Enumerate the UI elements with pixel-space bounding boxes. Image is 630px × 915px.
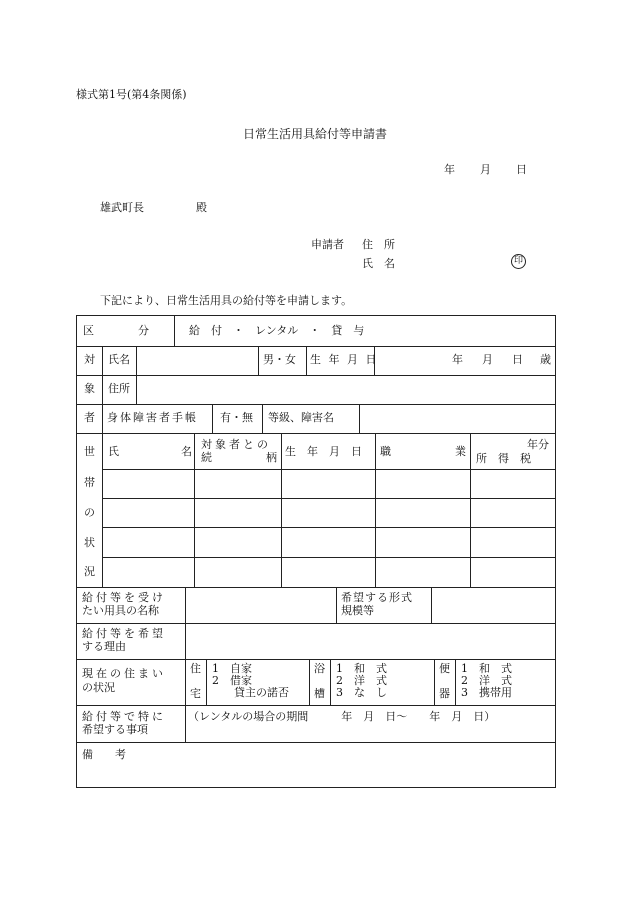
housing-label: の状況 <box>82 681 115 694</box>
toilet-option: 2 洋 式 <box>461 674 512 687</box>
household-occupation-header: 業 <box>455 445 466 458</box>
age-day-label: 日 <box>512 353 523 366</box>
subject-name-label: 氏名 <box>108 353 130 366</box>
date-day-label: 日 <box>516 163 527 176</box>
household-tax-header: 所 得 税 <box>476 452 531 465</box>
household-dob-cell[interactable] <box>283 500 373 526</box>
household-occupation-cell[interactable] <box>377 471 468 497</box>
page-title: 日常生活用具給付等申請書 <box>243 127 388 141</box>
household-name-cell[interactable] <box>104 529 192 555</box>
subject-address-label: 住所 <box>108 382 130 395</box>
household-name-header: 名 <box>181 445 192 458</box>
applicant-name-label: 氏 名 <box>362 257 395 270</box>
age-year-label: 年 <box>452 353 463 366</box>
remarks-label: 備 考 <box>82 748 126 761</box>
household-dob-cell[interactable] <box>283 529 373 555</box>
residence-option: 1 自家 <box>212 662 252 675</box>
subject-address-field[interactable] <box>139 376 553 403</box>
wish-label: 給付等で特に <box>82 710 166 723</box>
rental-period-text: （レンタルの場合の期間 年 月 日〜 年 月 日） <box>188 710 496 723</box>
handbook-label: 身体障害者手帳 <box>107 411 198 424</box>
household-occupation-cell[interactable] <box>377 529 468 555</box>
age-month-label: 月 <box>482 353 493 366</box>
toilet-label: 便 <box>439 662 450 675</box>
household-name-cell[interactable] <box>104 471 192 497</box>
household-label-char: 況 <box>84 565 95 578</box>
household-dob-cell[interactable] <box>283 559 373 585</box>
household-tax-cell[interactable] <box>472 529 553 555</box>
category-label: 区 分 <box>83 324 149 337</box>
addressee: 雄武町長 <box>100 201 144 214</box>
wish-label: 希望する事項 <box>82 723 148 736</box>
residence-option: 2 借家 <box>212 674 252 687</box>
toilet-option: 1 和 式 <box>461 662 512 675</box>
household-relation-cell[interactable] <box>196 471 279 497</box>
seal-mark: 印 <box>511 254 526 269</box>
household-tax-cell[interactable] <box>472 500 553 526</box>
subject-label-char: 象 <box>84 382 95 395</box>
housing-label: 現在の住まい <box>82 667 166 680</box>
applicant-label: 申請者 <box>311 238 344 251</box>
household-relation-cell[interactable] <box>196 500 279 526</box>
dob-label: 生 年 月 日 <box>310 353 379 366</box>
item-name-label: 給付等を受け <box>82 591 166 604</box>
household-tax-header: 年分 <box>527 438 549 451</box>
item-name-label: たい用具の名称 <box>82 604 159 617</box>
intro-text: 下記により、日常生活用具の給付等を申請します。 <box>100 294 353 307</box>
household-name-cell[interactable] <box>104 559 192 585</box>
household-relation-header: 柄 <box>266 451 277 464</box>
subject-name-field[interactable] <box>139 347 257 374</box>
handbook-options: 有・無 <box>220 411 253 424</box>
household-tax-cell[interactable] <box>472 471 553 497</box>
application-table <box>76 315 556 788</box>
household-name-cell[interactable] <box>104 500 192 526</box>
household-label-char: 世 <box>84 445 95 458</box>
household-name-header: 氏 <box>108 445 119 458</box>
household-occupation-header: 職 <box>380 445 391 458</box>
household-label-char: 状 <box>84 536 95 549</box>
form-number: 様式第1号(第4条関係) <box>76 88 187 101</box>
subject-label-char: 者 <box>84 411 95 424</box>
bath-label: 槽 <box>314 687 325 700</box>
honorific: 殿 <box>196 201 207 214</box>
household-relation-header: 対象者との <box>201 438 271 451</box>
bath-option: 3 な し <box>336 686 387 699</box>
age-label: 歳 <box>540 353 551 366</box>
household-occupation-cell[interactable] <box>377 500 468 526</box>
category-options: 給 付 ・ レンタル ・ 貸 与 <box>189 324 365 337</box>
residence-label: 住 <box>190 662 201 675</box>
reason-label: 給付等を希望 <box>82 627 166 640</box>
household-relation-cell[interactable] <box>196 559 279 585</box>
household-dob-header: 生 年 月 日 <box>285 445 362 458</box>
reason-label: する理由 <box>82 640 126 653</box>
residence-label: 宅 <box>190 687 201 700</box>
format-label: 希望する形式 <box>341 591 413 604</box>
applicant-address-label: 住 所 <box>362 238 395 251</box>
household-dob-cell[interactable] <box>283 471 373 497</box>
bath-label: 浴 <box>314 662 325 675</box>
grade-label: 等級、障害名 <box>268 411 334 424</box>
household-label-char: 帯 <box>84 476 95 489</box>
household-label-char: の <box>84 506 95 519</box>
bath-option: 1 和 式 <box>336 662 387 675</box>
toilet-option: 3 携帯用 <box>461 686 512 699</box>
format-label: 規模等 <box>341 604 374 617</box>
household-tax-cell[interactable] <box>472 559 553 585</box>
household-occupation-cell[interactable] <box>377 559 468 585</box>
residence-option: 貸主の諾否 <box>212 686 289 699</box>
date-year-label: 年 <box>444 163 455 176</box>
bath-option: 2 洋 式 <box>336 674 387 687</box>
subject-label-char: 対 <box>84 353 95 366</box>
household-relation-cell[interactable] <box>196 529 279 555</box>
toilet-label: 器 <box>439 687 450 700</box>
household-relation-header: 続 <box>201 451 212 464</box>
date-month-label: 月 <box>480 163 491 176</box>
gender-options: 男・女 <box>263 353 296 366</box>
